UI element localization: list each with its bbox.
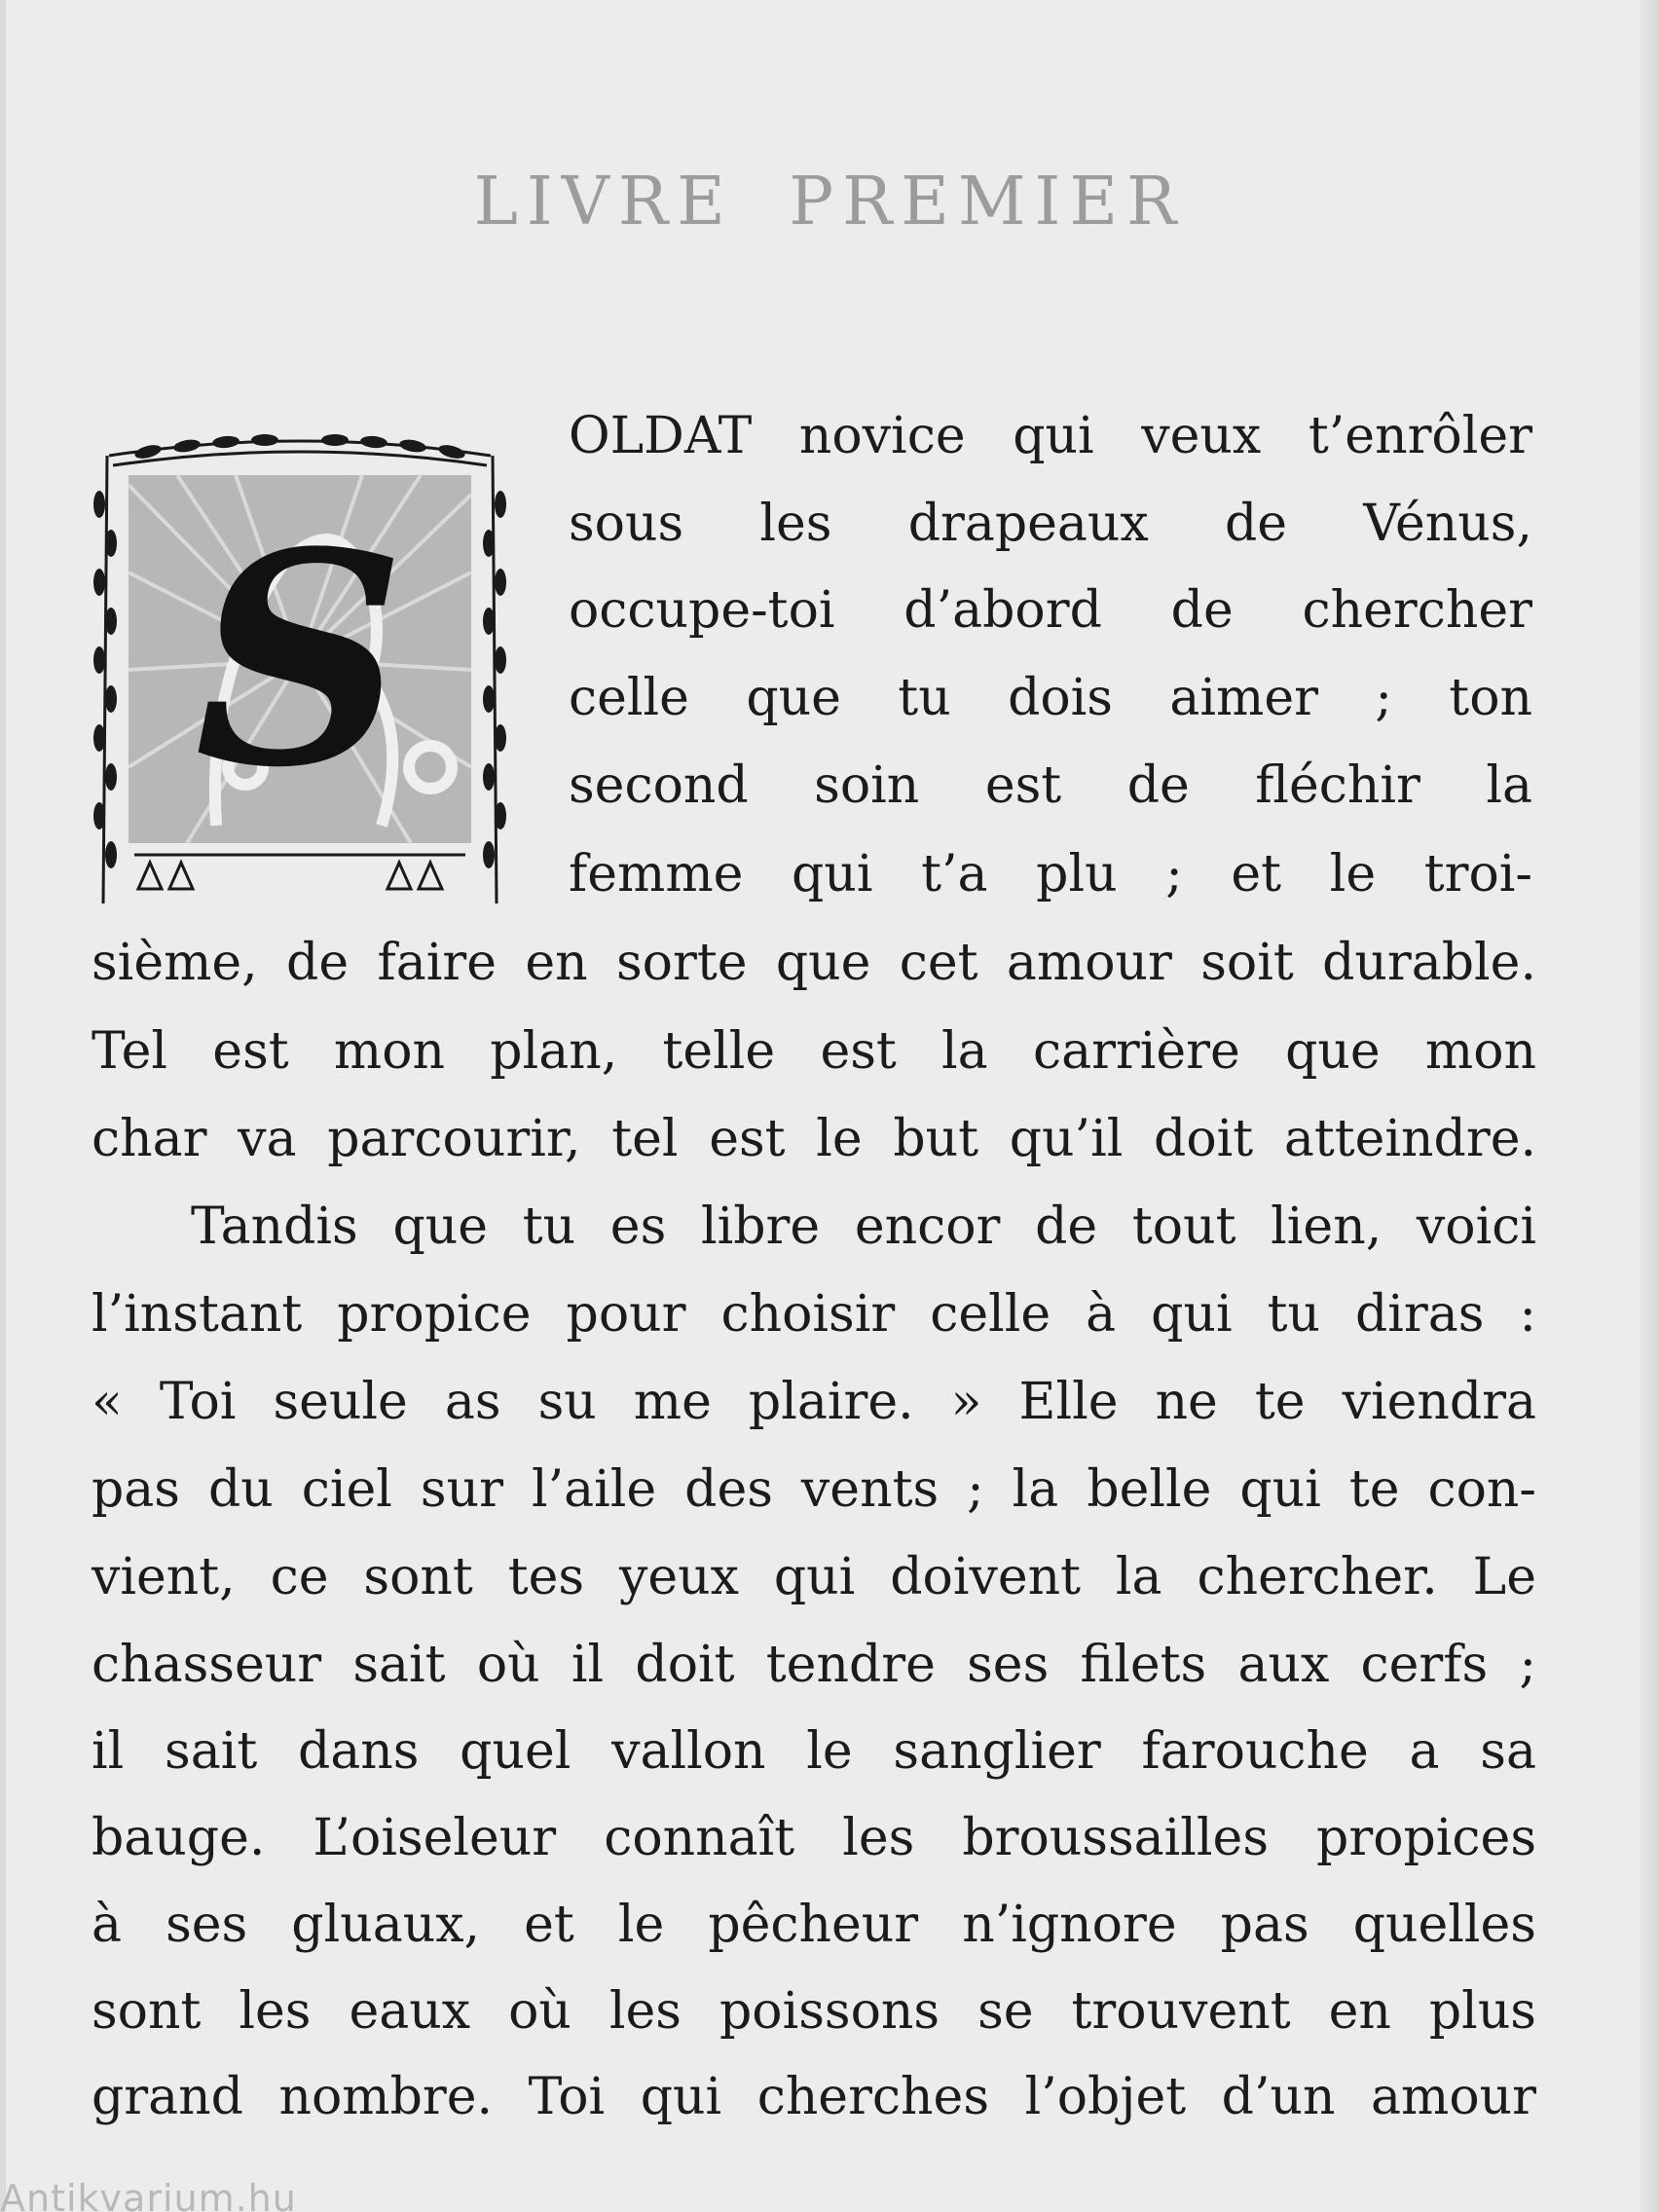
text-line: « Toi seule as su me plaire. » Elle ne te viendra	[92, 1373, 1536, 1431]
text-line: l’instant propice pour choisir celle à qui tu diras :	[92, 1285, 1536, 1344]
text-line: pas du ciel sur l’aile des vents ; la belle qui te con-	[92, 1460, 1536, 1519]
text-line: second soin est de fléchir la	[569, 756, 1532, 815]
page-edge-right	[1640, 0, 1659, 2212]
text-line: grand nombre. Toi qui cherches l’objet d’un amour	[92, 2068, 1536, 2126]
dropcap-ornament-illustration	[90, 417, 510, 913]
ornamental-dropcap	[90, 417, 510, 913]
text-line: Tandis que tu es libre encor de tout lien, voici	[191, 1198, 1536, 1256]
text-line: Tel est mon plan, telle est la carrière que mon	[92, 1022, 1536, 1081]
text-line: chasseur sait où il doit tendre ses filets aux cerfs ;	[92, 1636, 1536, 1694]
text-line: femme qui t’a plu ; et le troi-	[569, 845, 1532, 903]
text-line: il sait dans quel vallon le sanglier farouche a sa	[92, 1722, 1536, 1781]
text-line: sous les drapeaux de Vénus,	[569, 495, 1532, 553]
watermark: Antikvarium.hu	[0, 2177, 297, 2212]
text-line: sont les eaux où les poissons se trouvent en plus	[92, 1982, 1536, 2041]
chapter-title: LIVRE PREMIER	[473, 164, 1186, 240]
text-line: char va parcourir, tel est le but qu’il doit atteindre.	[92, 1110, 1536, 1168]
text-line: occupe-toi d’abord de chercher	[569, 581, 1532, 640]
dropcap-letter: S	[194, 488, 406, 831]
page-edge-left	[0, 0, 6, 2212]
text-line: vient, ce sont tes yeux qui doivent la chercher. Le	[92, 1548, 1536, 1606]
text-line: à ses gluaux, et le pêcheur n’ignore pas quelles	[92, 1896, 1536, 1954]
text-line: OLDAT novice qui veux t’enrôler	[569, 407, 1532, 465]
text-line: bauge. L’oiseleur connaît les broussailles propices	[92, 1809, 1536, 1867]
text-line: sième, de faire en sorte que cet amour soit durable.	[92, 934, 1536, 992]
text-line: celle que tu dois aimer ; ton	[569, 669, 1532, 727]
